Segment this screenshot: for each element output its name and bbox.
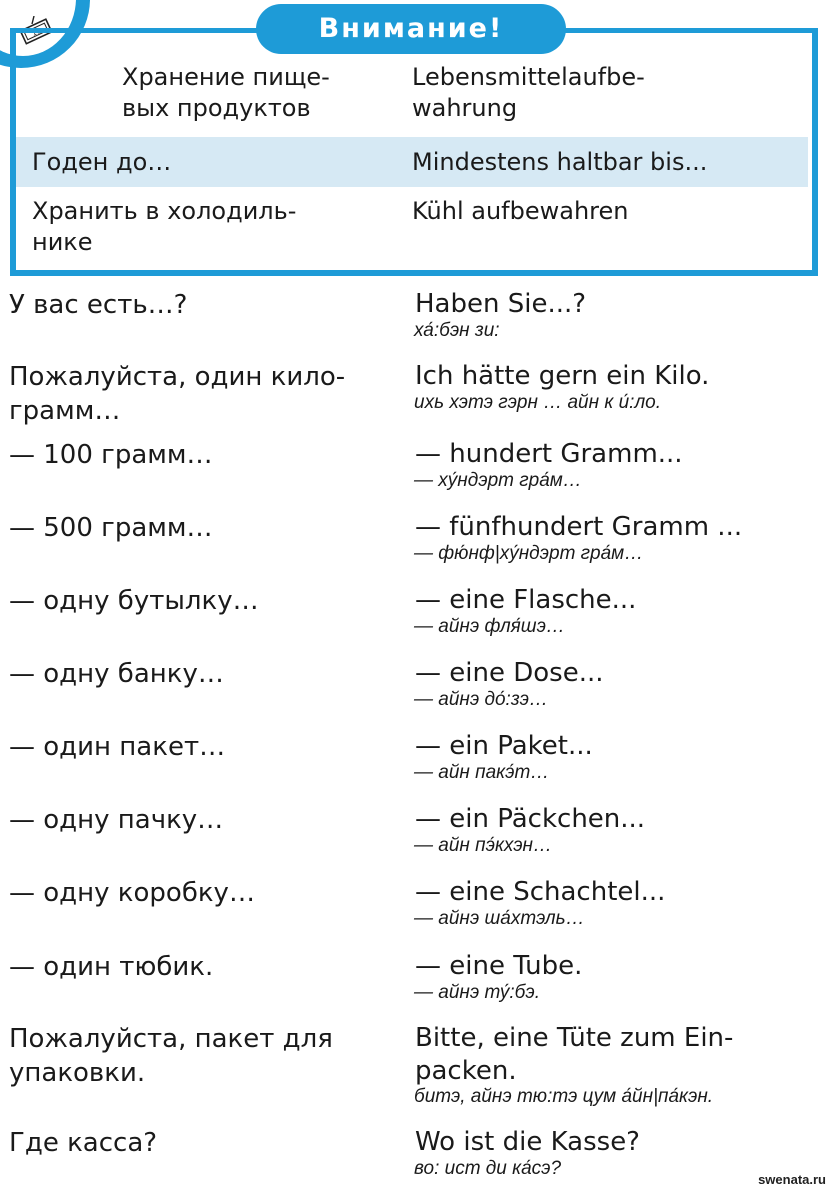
row-ru: Годен до…: [32, 148, 172, 176]
row-ru-line: Хранить в холодиль-: [32, 197, 297, 225]
phrase-ru-line: упаковки.: [9, 1058, 146, 1088]
row-de: Mindestens haltbar bis...: [412, 148, 708, 176]
phrase-ru-line: — 500 грамм…: [9, 513, 213, 543]
phrase-transcription: — айн пакэ́т…: [414, 762, 550, 783]
svg-text:10: 10: [30, 26, 43, 38]
attention-header-row: [16, 62, 808, 136]
phrase-transcription: ихь хэтэ гэрн … айн к и́:ло.: [414, 392, 662, 413]
row-de: Kühl aufbewahren: [412, 197, 629, 225]
phrase-de-line: Bitte, eine Tüte zum Ein-: [415, 1023, 734, 1053]
phrase-de-line: Wo ist die Kasse?: [415, 1127, 640, 1157]
phrase-ru-line: грамм…: [9, 396, 121, 426]
phrase-ru-line: — одну коробку…: [9, 878, 255, 908]
phrase-de: [415, 438, 683, 471]
phrase-ru-line: Где касса?: [9, 1128, 158, 1158]
phrase-transcription: — ху́ндэрт гра́м…: [414, 470, 582, 491]
phrase-ru: [9, 288, 187, 322]
phrase-de-line: — hundert Gramm...: [415, 439, 683, 469]
phrase-ru: [9, 803, 223, 837]
phrase-de-line: — eine Schachtel...: [415, 877, 666, 907]
phrase-transcription: — айнэ ту́:бэ.: [414, 982, 540, 1003]
phrase-ru: [9, 360, 345, 428]
header-ru: [122, 62, 330, 124]
phrase-ru-line: — один пакет…: [9, 732, 226, 762]
phrase-de: [415, 1126, 640, 1159]
phrase-de-line: Ich hätte gern ein Kilo.: [415, 361, 710, 391]
phrase-transcription: — айнэ фля́шэ…: [414, 616, 565, 637]
phrase-ru: [9, 730, 225, 764]
phrase-ru-line: — одну пачку…: [9, 805, 224, 835]
phrase-de-line: packen.: [415, 1056, 517, 1086]
phrase-de: [415, 803, 645, 836]
phrase-ru-line: У вас есть…?: [9, 290, 188, 320]
phrase-de-line: Haben Sie...?: [415, 289, 587, 319]
attention-title: Внимание!: [256, 4, 566, 54]
header-ru-line: вых продуктов: [122, 94, 311, 122]
phrase-ru-line: Пожалуйста, пакет для: [9, 1024, 333, 1054]
phrase-transcription: битэ, айнэ тю:тэ цум а́йн|па́кэн.: [414, 1086, 714, 1107]
phrase-de: [415, 950, 582, 983]
header-de: [412, 62, 645, 124]
phrase-ru: [9, 657, 224, 691]
header-de-line: wahrung: [412, 94, 518, 122]
phrase-de: [415, 360, 709, 393]
phrase-de-line: — eine Tube.: [415, 951, 583, 981]
phrase-transcription: — айнэ ша́хтэль…: [414, 908, 585, 929]
phrase-ru: [9, 511, 212, 545]
phrase-de-line: — eine Dose...: [415, 658, 604, 688]
phrase-transcription: во: ист ди ка́сэ?: [414, 1158, 562, 1179]
phrase-ru-line: — одну банку…: [9, 659, 224, 689]
phrase-de-line: — fünfhundert Gramm ...: [415, 512, 743, 542]
header-de-line: Lebensmittelaufbe-: [412, 63, 645, 91]
phrase-ru: [9, 876, 255, 910]
phrase-de-line: — eine Flasche...: [415, 585, 637, 615]
attention-row-best-before: [16, 137, 808, 187]
phrase-de: [415, 511, 742, 544]
phrase-de: [415, 584, 636, 617]
phrase-de: [415, 1022, 733, 1088]
phrase-transcription: — айн пэ́кхэн…: [414, 835, 553, 856]
phrase-transcription: — айнэ до́:зэ…: [414, 689, 549, 710]
phrase-ru: [9, 1022, 333, 1090]
phrase-de: [415, 730, 593, 763]
phrase-transcription: ха́:бэн зи:: [414, 320, 500, 341]
attention-row-refrigerate: [16, 196, 808, 264]
header-ru-line: Хранение пище-: [122, 63, 330, 91]
phrase-ru-line: — 100 грамм…: [9, 440, 213, 470]
phrase-de-line: — ein Paket...: [415, 731, 593, 761]
phrase-ru-line: Пожалуйста, один кило-: [9, 362, 346, 392]
phrase-ru: [9, 584, 259, 618]
phrase-ru-line: — один тюбик.: [9, 952, 214, 982]
phrase-de: [415, 657, 604, 690]
phrase-ru: [9, 1126, 157, 1160]
phrase-transcription: — фю́нф|ху́ндэрт гра́м…: [414, 543, 644, 564]
phrase-ru-line: — одну бутылку…: [9, 586, 259, 616]
watermark: swenata.ru: [758, 1172, 826, 1187]
phrase-de: [415, 876, 665, 909]
phrase-de: [415, 288, 586, 321]
phrase-ru: [9, 950, 213, 984]
phrase-de-line: — ein Päckchen...: [415, 804, 646, 834]
phrase-ru: [9, 438, 212, 472]
row-ru: [32, 196, 296, 258]
row-ru-line: нике: [32, 228, 93, 256]
